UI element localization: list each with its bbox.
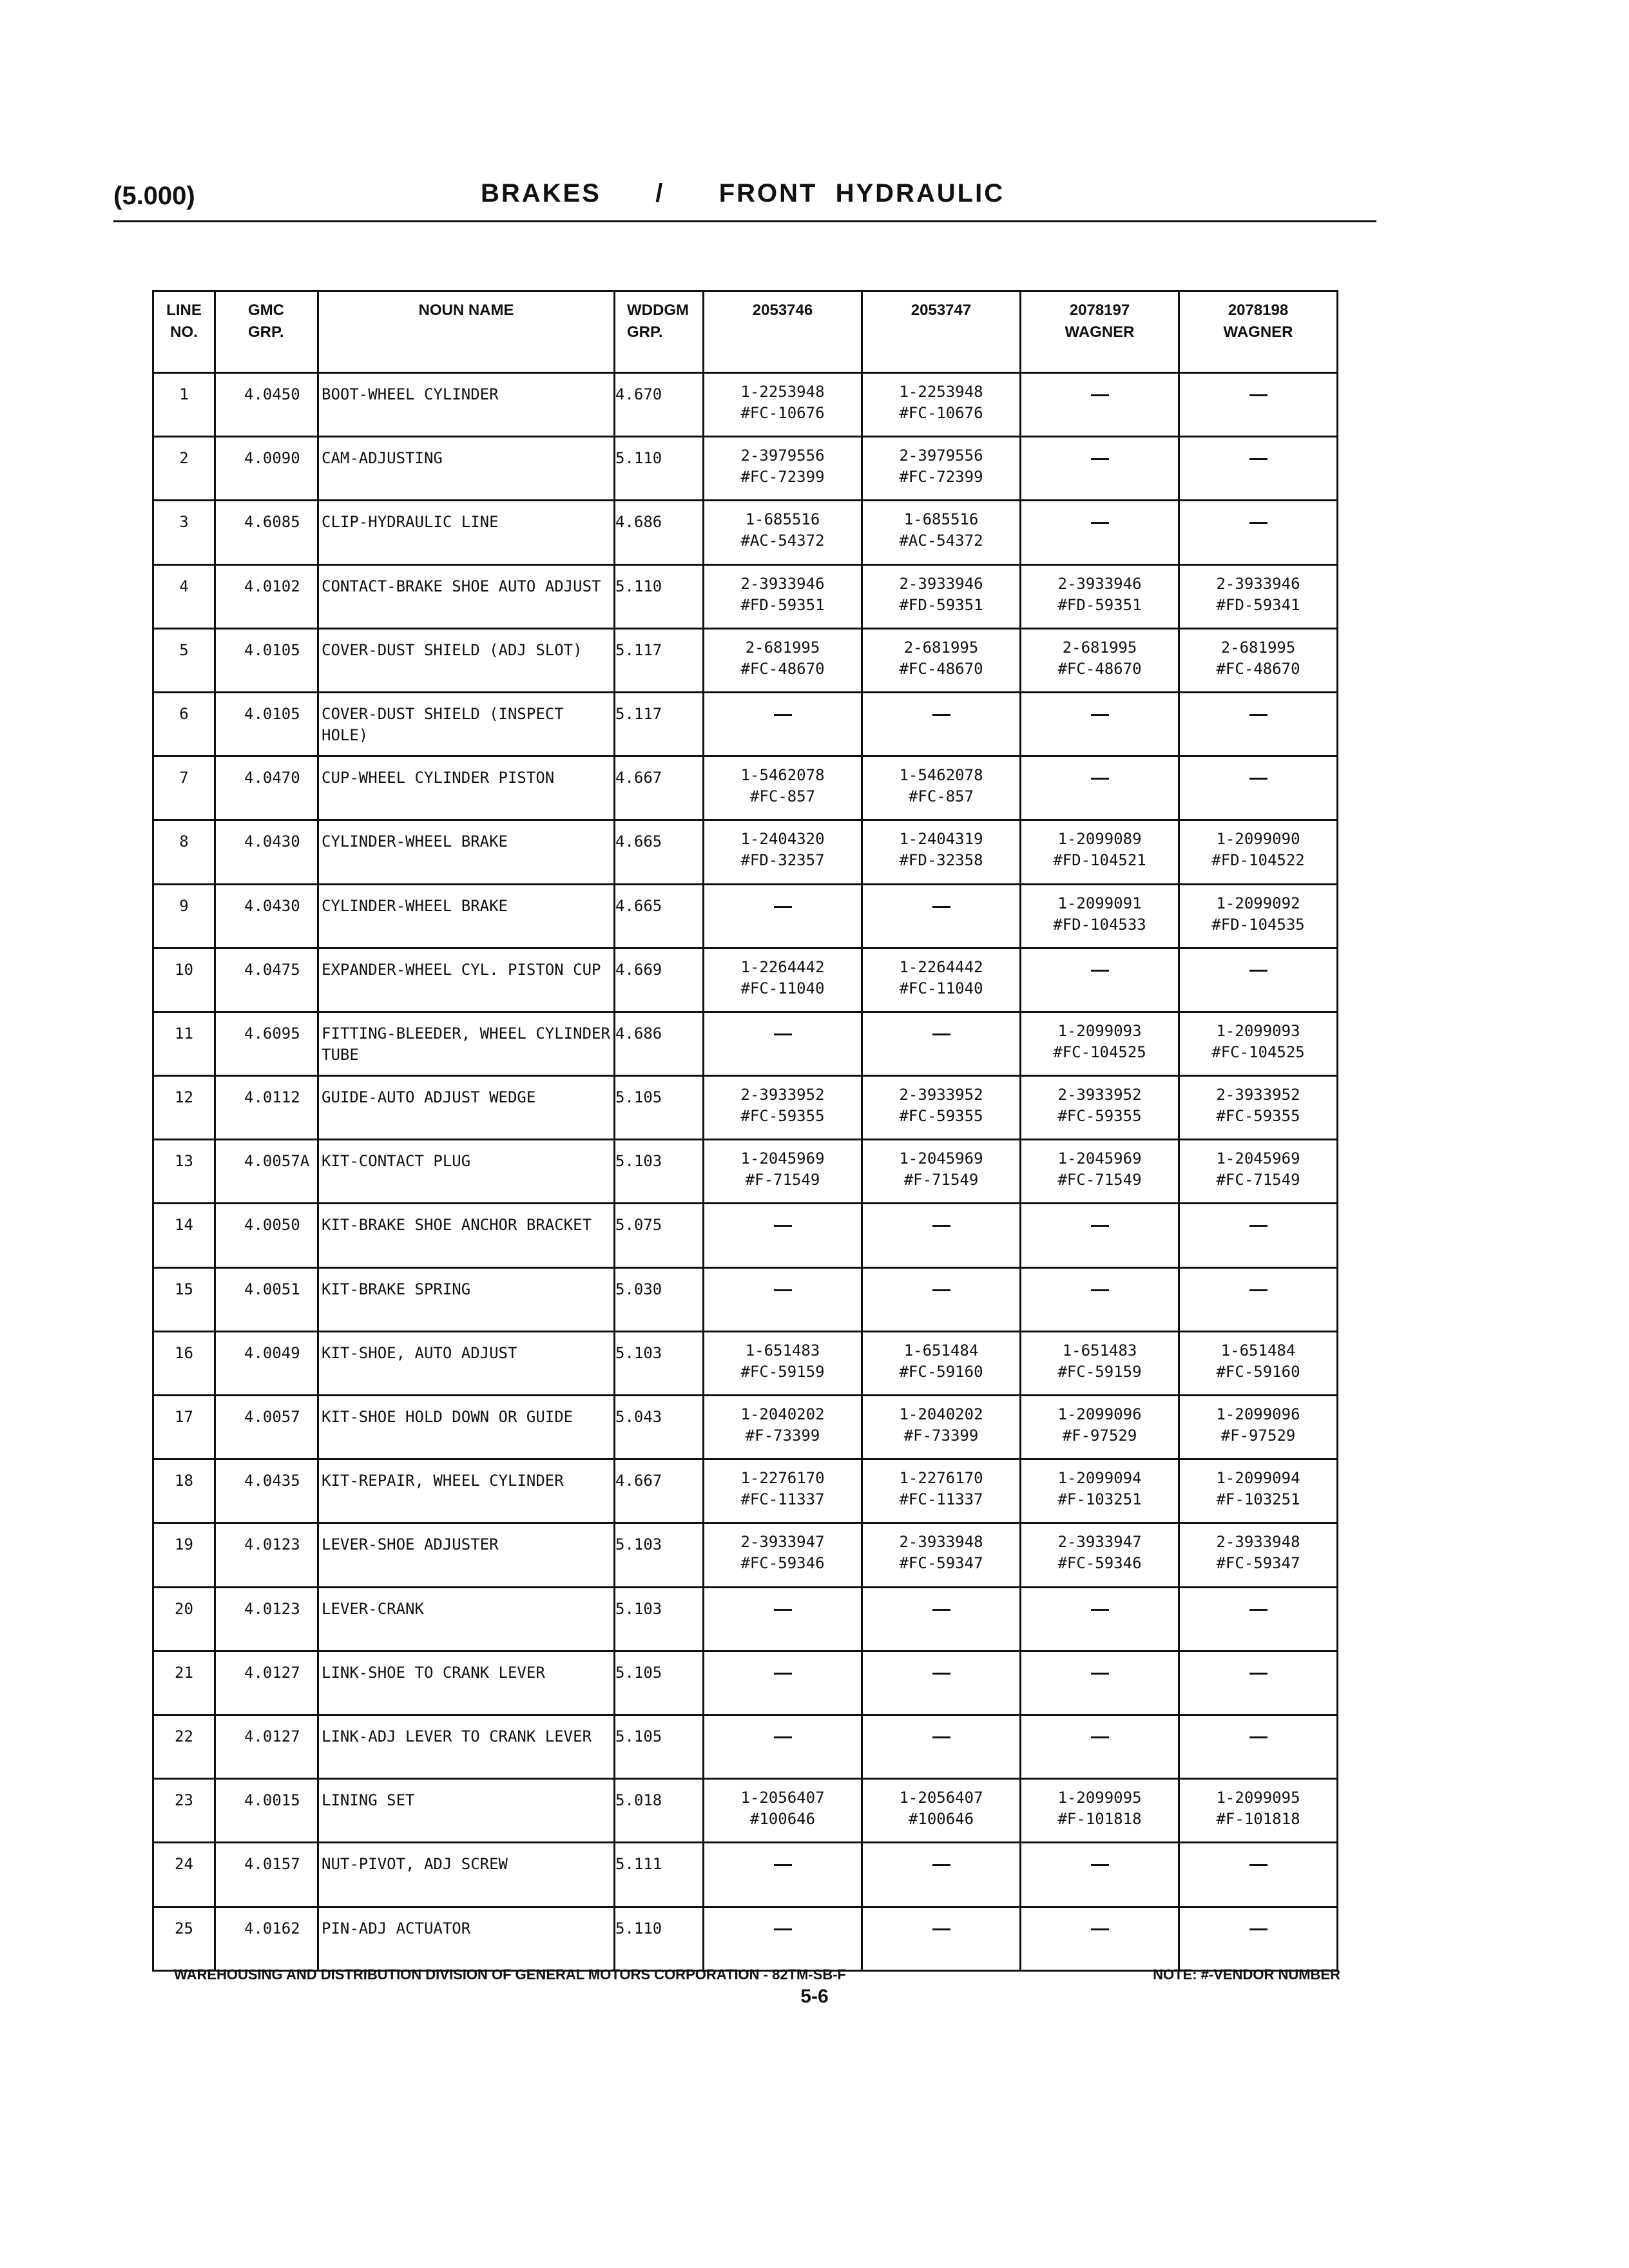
wddgm-group-cell: 5.105 — [615, 1076, 704, 1140]
col-header-2078197: 2078197 WAGNER — [1021, 291, 1179, 373]
part-2078197-cell: 1-2045969 #FC-71549 — [1021, 1140, 1179, 1204]
not-available-dash — [932, 1289, 950, 1291]
wddgm-group-cell: 4.665 — [615, 820, 704, 884]
part-2053746-cell: 2-3979556 #FC-72399 — [704, 437, 862, 501]
part-2053747-cell — [862, 1204, 1021, 1267]
gmc-group-cell: 4.6085 — [215, 501, 318, 564]
noun-name-cell: COVER-DUST SHIELD (ADJ SLOT) — [318, 628, 615, 692]
part-2078197-cell — [1021, 1587, 1179, 1651]
line-number-cell: 19 — [153, 1523, 215, 1587]
part-2078198-cell — [1179, 1907, 1338, 1970]
part-2078197-cell — [1021, 437, 1179, 501]
not-available-dash — [932, 1736, 950, 1738]
noun-name-cell: CONTACT-BRAKE SHOE AUTO ADJUST — [318, 564, 615, 628]
not-available-dash — [932, 1225, 950, 1227]
footer-vendor-note: NOTE: #-VENDOR NUMBER — [1153, 1966, 1340, 1983]
wddgm-group-cell: 4.686 — [615, 1012, 704, 1075]
line-number-cell: 21 — [153, 1651, 215, 1715]
line-number-cell: 22 — [153, 1715, 215, 1778]
line-number-cell: 24 — [153, 1843, 215, 1907]
part-2053747-cell: 2-3979556 #FC-72399 — [862, 437, 1021, 501]
noun-name-cell: GUIDE-AUTO ADJUST WEDGE — [318, 1076, 615, 1140]
part-2078198-cell: 2-3933948 #FC-59347 — [1179, 1523, 1338, 1587]
gmc-group-cell: 4.0430 — [215, 884, 318, 948]
part-2053747-cell: 2-681995 #FC-48670 — [862, 628, 1021, 692]
part-2053747-cell: 1-651484 #FC-59160 — [862, 1331, 1021, 1395]
gmc-group-cell: 4.0057A — [215, 1140, 318, 1204]
noun-name-cell: KIT-BRAKE SPRING — [318, 1267, 615, 1331]
part-2053746-cell: 1-685516 #AC-54372 — [704, 501, 862, 564]
noun-name-cell: KIT-SHOE HOLD DOWN OR GUIDE — [318, 1396, 615, 1459]
gmc-group-cell: 4.0450 — [215, 373, 318, 437]
noun-name-cell: BOOT-WHEEL CYLINDER — [318, 373, 615, 437]
wddgm-group-cell: 5.117 — [615, 628, 704, 692]
not-available-dash — [932, 714, 950, 716]
not-available-dash — [1091, 714, 1109, 716]
part-2053746-cell — [704, 1204, 862, 1267]
not-available-dash — [932, 906, 950, 908]
wddgm-group-cell: 4.667 — [615, 1459, 704, 1523]
part-2078197-cell: 1-2099091 #FD-104533 — [1021, 884, 1179, 948]
wddgm-group-cell: 5.103 — [615, 1523, 704, 1587]
table-row — [153, 564, 1338, 628]
table-row — [153, 1267, 1338, 1331]
noun-name-cell: PIN-ADJ ACTUATOR — [318, 1907, 615, 1970]
not-available-dash — [1249, 778, 1268, 780]
line-number-cell: 13 — [153, 1140, 215, 1204]
part-2078197-cell — [1021, 692, 1179, 756]
part-2053746-cell: 1-2264442 #FC-11040 — [704, 948, 862, 1012]
line-number-cell: 16 — [153, 1331, 215, 1395]
not-available-dash — [1249, 1289, 1268, 1291]
part-2078198-cell: 1-2099096 #F-97529 — [1179, 1396, 1338, 1459]
part-2078197-cell: 1-2099093 #FC-104525 — [1021, 1012, 1179, 1075]
not-available-dash — [774, 906, 792, 908]
part-2078198-cell — [1179, 1715, 1338, 1778]
part-2053746-cell: 1-5462078 #FC-857 — [704, 756, 862, 820]
part-2078197-cell — [1021, 1267, 1179, 1331]
part-2053747-cell — [862, 1651, 1021, 1715]
table-row — [153, 501, 1338, 564]
part-2053746-cell — [704, 1843, 862, 1907]
not-available-dash — [774, 1033, 792, 1035]
noun-name-cell: LEVER-CRANK — [318, 1587, 615, 1651]
table-row — [153, 1140, 1338, 1204]
not-available-dash — [774, 1736, 792, 1738]
section-code: (5.000) — [113, 182, 195, 210]
wddgm-group-cell: 4.665 — [615, 884, 704, 948]
gmc-group-cell: 4.0015 — [215, 1779, 318, 1843]
part-2078198-cell: 1-2099094 #F-103251 — [1179, 1459, 1338, 1523]
part-2078198-cell — [1179, 437, 1338, 501]
part-2078197-cell — [1021, 948, 1179, 1012]
table-row — [153, 437, 1338, 501]
noun-name-cell: COVER-DUST SHIELD (INSPECT HOLE) — [318, 692, 615, 756]
line-number-cell: 18 — [153, 1459, 215, 1523]
table-row — [153, 1715, 1338, 1778]
part-2053747-cell: 1-5462078 #FC-857 — [862, 756, 1021, 820]
col-header-2053746: 2053746 — [704, 291, 862, 373]
part-2053746-cell: 1-2276170 #FC-11337 — [704, 1459, 862, 1523]
part-2053747-cell — [862, 692, 1021, 756]
page-title: BRAKES / FRONT HYDRAULIC — [481, 179, 1005, 207]
wddgm-group-cell: 5.110 — [615, 437, 704, 501]
part-2053746-cell — [704, 1715, 862, 1778]
not-available-dash — [1091, 1736, 1109, 1738]
not-available-dash — [1091, 394, 1109, 396]
not-available-dash — [1249, 714, 1268, 716]
gmc-group-cell: 4.0470 — [215, 756, 318, 820]
part-2053746-cell — [704, 692, 862, 756]
page-number: 5-6 — [800, 1986, 829, 2007]
not-available-dash — [1091, 778, 1109, 780]
col-header-gmc: GMC GRP. — [215, 291, 318, 373]
table-row — [153, 884, 1338, 948]
not-available-dash — [932, 1033, 950, 1035]
part-2078198-cell: 1-2045969 #FC-71549 — [1179, 1140, 1338, 1204]
table-body — [153, 373, 1338, 1971]
noun-name-cell: KIT-REPAIR, WHEEL CYLINDER — [318, 1459, 615, 1523]
not-available-dash — [1091, 1609, 1109, 1611]
line-number-cell: 4 — [153, 564, 215, 628]
gmc-group-cell: 4.0157 — [215, 1843, 318, 1907]
wddgm-group-cell: 5.105 — [615, 1651, 704, 1715]
part-2053747-cell: 1-2404319 #FD-32358 — [862, 820, 1021, 884]
part-2053746-cell — [704, 1907, 862, 1970]
part-2078197-cell — [1021, 1907, 1179, 1970]
col-header-line: LINE NO. — [153, 291, 215, 373]
line-number-cell: 17 — [153, 1396, 215, 1459]
part-2078197-cell: 1-2099094 #F-103251 — [1021, 1459, 1179, 1523]
part-2053746-cell: 2-681995 #FC-48670 — [704, 628, 862, 692]
noun-name-cell: LINK-ADJ LEVER TO CRANK LEVER — [318, 1715, 615, 1778]
not-available-dash — [1249, 394, 1268, 396]
not-available-dash — [932, 1864, 950, 1866]
part-2053746-cell: 1-2045969 #F-71549 — [704, 1140, 862, 1204]
wddgm-group-cell: 5.111 — [615, 1843, 704, 1907]
part-2053747-cell: 2-3933946 #FD-59351 — [862, 564, 1021, 628]
part-2078198-cell — [1179, 756, 1338, 820]
part-2053747-cell: 2-3933952 #FC-59355 — [862, 1076, 1021, 1140]
not-available-dash — [774, 1864, 792, 1866]
table-row — [153, 1843, 1338, 1907]
wddgm-group-cell: 4.670 — [615, 373, 704, 437]
wddgm-group-cell: 4.686 — [615, 501, 704, 564]
line-number-cell: 1 — [153, 373, 215, 437]
noun-name-cell: CYLINDER-WHEEL BRAKE — [318, 820, 615, 884]
part-2078198-cell — [1179, 373, 1338, 437]
noun-name-cell: EXPANDER-WHEEL CYL. PISTON CUP — [318, 948, 615, 1012]
part-2078197-cell: 1-2099095 #F-101818 — [1021, 1779, 1179, 1843]
part-2053747-cell — [862, 884, 1021, 948]
part-2078198-cell: 1-2099093 #FC-104525 — [1179, 1012, 1338, 1075]
noun-name-cell: LINING SET — [318, 1779, 615, 1843]
not-available-dash — [1249, 1736, 1268, 1738]
gmc-group-cell: 4.6095 — [215, 1012, 318, 1075]
header-rule — [113, 220, 1376, 222]
line-number-cell: 3 — [153, 501, 215, 564]
not-available-dash — [1249, 1225, 1268, 1227]
part-2078197-cell: 2-3933947 #FC-59346 — [1021, 1523, 1179, 1587]
part-2078197-cell: 2-3933946 #FD-59351 — [1021, 564, 1179, 628]
part-2078197-cell — [1021, 1651, 1179, 1715]
gmc-group-cell: 4.0123 — [215, 1523, 318, 1587]
part-2078198-cell — [1179, 501, 1338, 564]
wddgm-group-cell: 5.105 — [615, 1715, 704, 1778]
gmc-group-cell: 4.0050 — [215, 1204, 318, 1267]
line-number-cell: 6 — [153, 692, 215, 756]
noun-name-cell: KIT-SHOE, AUTO ADJUST — [318, 1331, 615, 1395]
gmc-group-cell: 4.0475 — [215, 948, 318, 1012]
gmc-group-cell: 4.0051 — [215, 1267, 318, 1331]
not-available-dash — [932, 1928, 950, 1930]
part-2053746-cell — [704, 1587, 862, 1651]
noun-name-cell: FITTING-BLEEDER, WHEEL CYLINDER TUBE — [318, 1012, 615, 1075]
line-number-cell: 15 — [153, 1267, 215, 1331]
not-available-dash — [1249, 1928, 1268, 1930]
not-available-dash — [1091, 458, 1109, 460]
part-2053747-cell — [862, 1715, 1021, 1778]
part-2078198-cell — [1179, 1843, 1338, 1907]
gmc-group-cell: 4.0102 — [215, 564, 318, 628]
noun-name-cell: LEVER-SHOE ADJUSTER — [318, 1523, 615, 1587]
noun-name-cell: LINK-SHOE TO CRANK LEVER — [318, 1651, 615, 1715]
not-available-dash — [774, 1609, 792, 1611]
part-2078198-cell — [1179, 1267, 1338, 1331]
table-row — [153, 628, 1338, 692]
part-2053747-cell — [862, 1012, 1021, 1075]
noun-name-cell: CYLINDER-WHEEL BRAKE — [318, 884, 615, 948]
line-number-cell: 11 — [153, 1012, 215, 1075]
part-2053747-cell: 1-2253948 #FC-10676 — [862, 373, 1021, 437]
not-available-dash — [1249, 1673, 1268, 1675]
col-header-noun: NOUN NAME — [318, 291, 615, 373]
gmc-group-cell: 4.0127 — [215, 1715, 318, 1778]
table-row — [153, 1459, 1338, 1523]
not-available-dash — [1249, 1609, 1268, 1611]
wddgm-group-cell: 5.075 — [615, 1204, 704, 1267]
wddgm-group-cell: 5.110 — [615, 1907, 704, 1970]
part-2053746-cell: 1-2404320 #FD-32357 — [704, 820, 862, 884]
table-row — [153, 1907, 1338, 1970]
noun-name-cell: CUP-WHEEL CYLINDER PISTON — [318, 756, 615, 820]
wddgm-group-cell: 4.669 — [615, 948, 704, 1012]
table-row — [153, 1076, 1338, 1140]
part-2053746-cell: 2-3933947 #FC-59346 — [704, 1523, 862, 1587]
line-number-cell: 10 — [153, 948, 215, 1012]
not-available-dash — [1091, 1289, 1109, 1291]
line-number-cell: 8 — [153, 820, 215, 884]
gmc-group-cell: 4.0090 — [215, 437, 318, 501]
wddgm-group-cell: 5.030 — [615, 1267, 704, 1331]
noun-name-cell: NUT-PIVOT, ADJ SCREW — [318, 1843, 615, 1907]
part-2053747-cell — [862, 1907, 1021, 1970]
table-row — [153, 1779, 1338, 1843]
part-2053746-cell: 1-2040202 #F-73399 — [704, 1396, 862, 1459]
table-row — [153, 1523, 1338, 1587]
not-available-dash — [1249, 970, 1268, 972]
part-2053747-cell: 1-2040202 #F-73399 — [862, 1396, 1021, 1459]
part-2053746-cell: 1-2253948 #FC-10676 — [704, 373, 862, 437]
part-2078197-cell — [1021, 756, 1179, 820]
gmc-group-cell: 4.0112 — [215, 1076, 318, 1140]
part-2053747-cell: 1-2264442 #FC-11040 — [862, 948, 1021, 1012]
table-row — [153, 1331, 1338, 1395]
part-2053746-cell — [704, 1651, 862, 1715]
not-available-dash — [774, 714, 792, 716]
table-row — [153, 692, 1338, 756]
gmc-group-cell: 4.0162 — [215, 1907, 318, 1970]
part-2053747-cell: 2-3933948 #FC-59347 — [862, 1523, 1021, 1587]
wddgm-group-cell: 4.667 — [615, 756, 704, 820]
table-row — [153, 1012, 1338, 1075]
gmc-group-cell: 4.0105 — [215, 628, 318, 692]
part-2053746-cell: 2-3933946 #FD-59351 — [704, 564, 862, 628]
part-2053747-cell — [862, 1587, 1021, 1651]
gmc-group-cell: 4.0127 — [215, 1651, 318, 1715]
noun-name-cell: CLIP-HYDRAULIC LINE — [318, 501, 615, 564]
not-available-dash — [932, 1609, 950, 1611]
part-2078198-cell: 1-2099090 #FD-104522 — [1179, 820, 1338, 884]
gmc-group-cell: 4.0049 — [215, 1331, 318, 1395]
table-row — [153, 1587, 1338, 1651]
part-2078198-cell: 1-651484 #FC-59160 — [1179, 1331, 1338, 1395]
part-2053747-cell: 1-2056407 #100646 — [862, 1779, 1021, 1843]
table-row — [153, 820, 1338, 884]
col-header-2078198: 2078198 WAGNER — [1179, 291, 1338, 373]
line-number-cell: 9 — [153, 884, 215, 948]
gmc-group-cell: 4.0057 — [215, 1396, 318, 1459]
not-available-dash — [1091, 1673, 1109, 1675]
part-2078198-cell — [1179, 692, 1338, 756]
noun-name-cell: KIT-CONTACT PLUG — [318, 1140, 615, 1204]
wddgm-group-cell: 5.103 — [615, 1587, 704, 1651]
part-2053747-cell — [862, 1843, 1021, 1907]
line-number-cell: 2 — [153, 437, 215, 501]
parts-table — [152, 290, 1338, 1972]
part-2053747-cell: 1-2045969 #F-71549 — [862, 1140, 1021, 1204]
table-row — [153, 1651, 1338, 1715]
part-2078198-cell: 2-3933946 #FD-59341 — [1179, 564, 1338, 628]
not-available-dash — [774, 1673, 792, 1675]
part-2078198-cell: 1-2099092 #FD-104535 — [1179, 884, 1338, 948]
part-2053747-cell: 1-2276170 #FC-11337 — [862, 1459, 1021, 1523]
table-row — [153, 373, 1338, 437]
line-number-cell: 20 — [153, 1587, 215, 1651]
table-row — [153, 1204, 1338, 1267]
wddgm-group-cell: 5.103 — [615, 1140, 704, 1204]
part-2078198-cell — [1179, 948, 1338, 1012]
table-row — [153, 756, 1338, 820]
part-2078198-cell: 1-2099095 #F-101818 — [1179, 1779, 1338, 1843]
part-2078197-cell — [1021, 501, 1179, 564]
not-available-dash — [1249, 522, 1268, 524]
not-available-dash — [1091, 1928, 1109, 1930]
part-2078197-cell — [1021, 373, 1179, 437]
part-2078197-cell: 1-2099096 #F-97529 — [1021, 1396, 1179, 1459]
part-2078197-cell — [1021, 1843, 1179, 1907]
part-2053746-cell: 2-3933952 #FC-59355 — [704, 1076, 862, 1140]
gmc-group-cell: 4.0430 — [215, 820, 318, 884]
part-2078198-cell — [1179, 1651, 1338, 1715]
part-2078197-cell — [1021, 1715, 1179, 1778]
not-available-dash — [1091, 970, 1109, 972]
line-number-cell: 7 — [153, 756, 215, 820]
not-available-dash — [1091, 1225, 1109, 1227]
line-number-cell: 5 — [153, 628, 215, 692]
part-2053747-cell: 1-685516 #AC-54372 — [862, 501, 1021, 564]
footer-division-text: WAREHOUSING AND DISTRIBUTION DIVISION OF GENERAL MOTORS CORPORATION - 82TM-SB-F — [174, 1966, 846, 1983]
col-header-wddgm: WDDGM GRP. — [615, 291, 704, 373]
not-available-dash — [1249, 458, 1268, 460]
table-header-row — [153, 291, 1338, 373]
part-2053746-cell: 1-651483 #FC-59159 — [704, 1331, 862, 1395]
noun-name-cell: CAM-ADJUSTING — [318, 437, 615, 501]
part-2078198-cell: 2-681995 #FC-48670 — [1179, 628, 1338, 692]
line-number-cell: 12 — [153, 1076, 215, 1140]
wddgm-group-cell: 5.110 — [615, 564, 704, 628]
wddgm-group-cell: 5.018 — [615, 1779, 704, 1843]
part-2053746-cell — [704, 1012, 862, 1075]
part-2078198-cell — [1179, 1204, 1338, 1267]
part-2053747-cell — [862, 1267, 1021, 1331]
not-available-dash — [1091, 1864, 1109, 1866]
not-available-dash — [774, 1225, 792, 1227]
part-2078197-cell: 2-681995 #FC-48670 — [1021, 628, 1179, 692]
part-2053746-cell — [704, 1267, 862, 1331]
noun-name-cell: KIT-BRAKE SHOE ANCHOR BRACKET — [318, 1204, 615, 1267]
gmc-group-cell: 4.0435 — [215, 1459, 318, 1523]
page-header — [113, 179, 1376, 220]
not-available-dash — [932, 1673, 950, 1675]
not-available-dash — [1091, 522, 1109, 524]
wddgm-group-cell: 5.103 — [615, 1331, 704, 1395]
part-2053746-cell: 1-2056407 #100646 — [704, 1779, 862, 1843]
part-2078197-cell — [1021, 1204, 1179, 1267]
line-number-cell: 25 — [153, 1907, 215, 1970]
part-2078198-cell — [1179, 1587, 1338, 1651]
part-2078197-cell: 2-3933952 #FC-59355 — [1021, 1076, 1179, 1140]
table-row — [153, 948, 1338, 1012]
line-number-cell: 14 — [153, 1204, 215, 1267]
not-available-dash — [1249, 1864, 1268, 1866]
line-number-cell: 23 — [153, 1779, 215, 1843]
gmc-group-cell: 4.0123 — [215, 1587, 318, 1651]
table-row — [153, 1396, 1338, 1459]
not-available-dash — [774, 1928, 792, 1930]
col-header-2053747: 2053747 — [862, 291, 1021, 373]
wddgm-group-cell: 5.117 — [615, 692, 704, 756]
wddgm-group-cell: 5.043 — [615, 1396, 704, 1459]
part-2078197-cell: 1-2099089 #FD-104521 — [1021, 820, 1179, 884]
part-2078197-cell: 1-651483 #FC-59159 — [1021, 1331, 1179, 1395]
part-2078198-cell: 2-3933952 #FC-59355 — [1179, 1076, 1338, 1140]
gmc-group-cell: 4.0105 — [215, 692, 318, 756]
part-2053746-cell — [704, 884, 862, 948]
not-available-dash — [774, 1289, 792, 1291]
